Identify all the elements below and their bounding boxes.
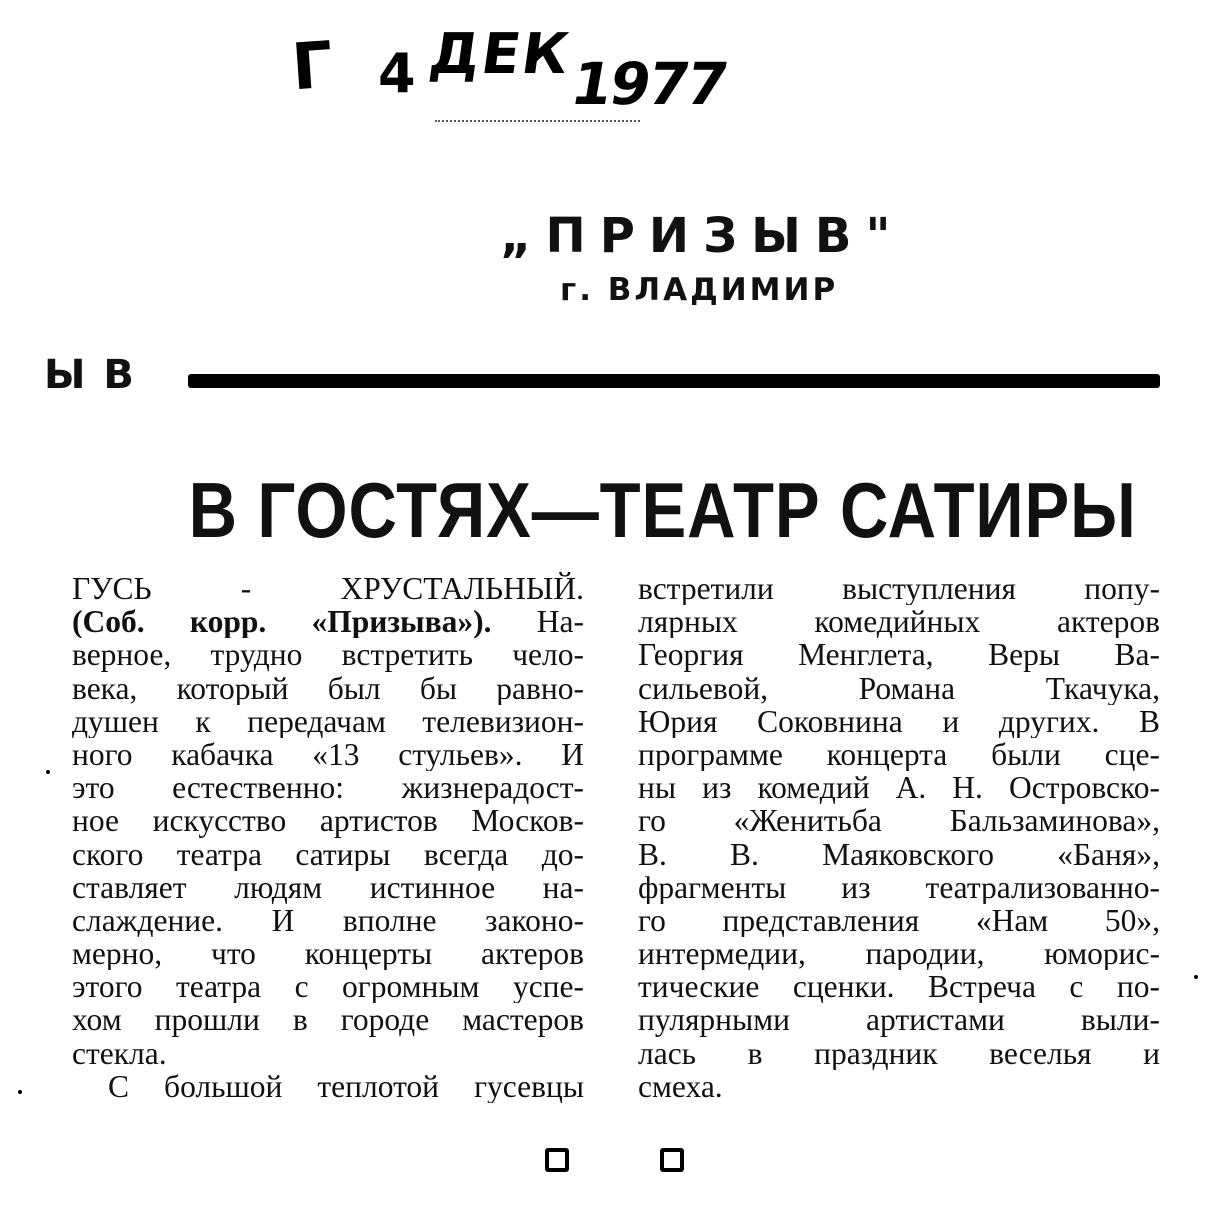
print-speck	[1194, 975, 1198, 979]
stamp-month: ДЕК	[425, 22, 575, 87]
article-line: сильевой, Романа Ткачука,	[638, 671, 1160, 705]
article-line: смеха.	[638, 1069, 723, 1103]
article-line-dateline	[72, 605, 584, 638]
header-rule	[188, 374, 1160, 388]
article-column-left	[72, 572, 584, 1103]
article-line: хом прошли в городе мастеров	[72, 1003, 584, 1037]
article-line: Юрия Соковнина и других. В	[638, 704, 1160, 738]
article-line: го «Женитьба Бальзаминова»,	[638, 804, 1160, 838]
newspaper-city: г. ВЛАДИМИР	[560, 272, 839, 308]
article-line: ны из комедий А. Н. Островско-	[638, 771, 1160, 805]
newspaper-name: „ПРИЗЫВ"	[500, 208, 905, 264]
article-line: это естественно: жизнерадост-	[72, 771, 584, 805]
stamp-mark: Г	[289, 28, 336, 106]
article-line: Георгия Менглета, Веры Ва-	[638, 638, 1160, 672]
article-line: века, который был бы равно-	[72, 671, 584, 705]
article-line: интермедии, пародии, юморис-	[638, 937, 1160, 971]
article-line: С большой теплотой гусевцы	[108, 1069, 584, 1103]
date-stamp	[289, 20, 732, 135]
article-line: ского театра сатиры всегда до-	[72, 837, 584, 871]
article-line: ГУСЬ - ХРУСТАЛЬНЫЙ.	[72, 572, 584, 606]
article-line: пулярными артистами выли-	[638, 1003, 1160, 1037]
article-line: стекла.	[72, 1036, 167, 1070]
article-line: ное искусство артистов Москов-	[72, 804, 584, 838]
stamp-day: 4	[378, 42, 416, 105]
stamp-underline	[435, 120, 640, 124]
article-line: верное, трудно встретить чело-	[72, 638, 584, 672]
article-line: программе концерта были сце-	[638, 737, 1160, 772]
masthead-fragment: Ы В	[44, 352, 136, 398]
article-line: ного кабачка «13 стульев». И	[72, 737, 584, 772]
article-line: мерно, что концерты актеров	[72, 937, 584, 971]
article-column-right	[638, 572, 1160, 1103]
article-line: встретили выступления попу-	[638, 572, 1160, 606]
article-line: В. В. Маяковского «Баня»,	[638, 837, 1160, 871]
print-speck	[18, 1090, 22, 1094]
article-line: лярных комедийных актеров	[638, 605, 1160, 639]
article-line: фрагменты из театрализованно-	[638, 870, 1160, 904]
article-line: тические сценки. Встреча с по-	[638, 970, 1160, 1004]
article-line: душен к передачам телевизион-	[72, 704, 584, 738]
end-mark-square	[660, 1148, 684, 1172]
print-speck	[46, 770, 50, 774]
stamp-year: 1977	[566, 50, 732, 118]
dateline-source: (Соб. корр. «Призыва»).	[72, 605, 492, 639]
article-line: лась в праздник веселья и	[638, 1036, 1160, 1070]
article-line: этого театра с огромным успе-	[72, 970, 584, 1004]
article-line: ставляет людям истинное на-	[72, 870, 584, 904]
article-headline: В ГОСТЯХ—ТЕАТР САТИРЫ	[188, 466, 1137, 554]
end-mark-square	[545, 1148, 569, 1172]
dateline-continuation: На-	[491, 605, 584, 639]
article-line: го представления «Нам 50»,	[638, 903, 1160, 938]
article-line: слаждение. И вполне законо-	[72, 903, 584, 938]
